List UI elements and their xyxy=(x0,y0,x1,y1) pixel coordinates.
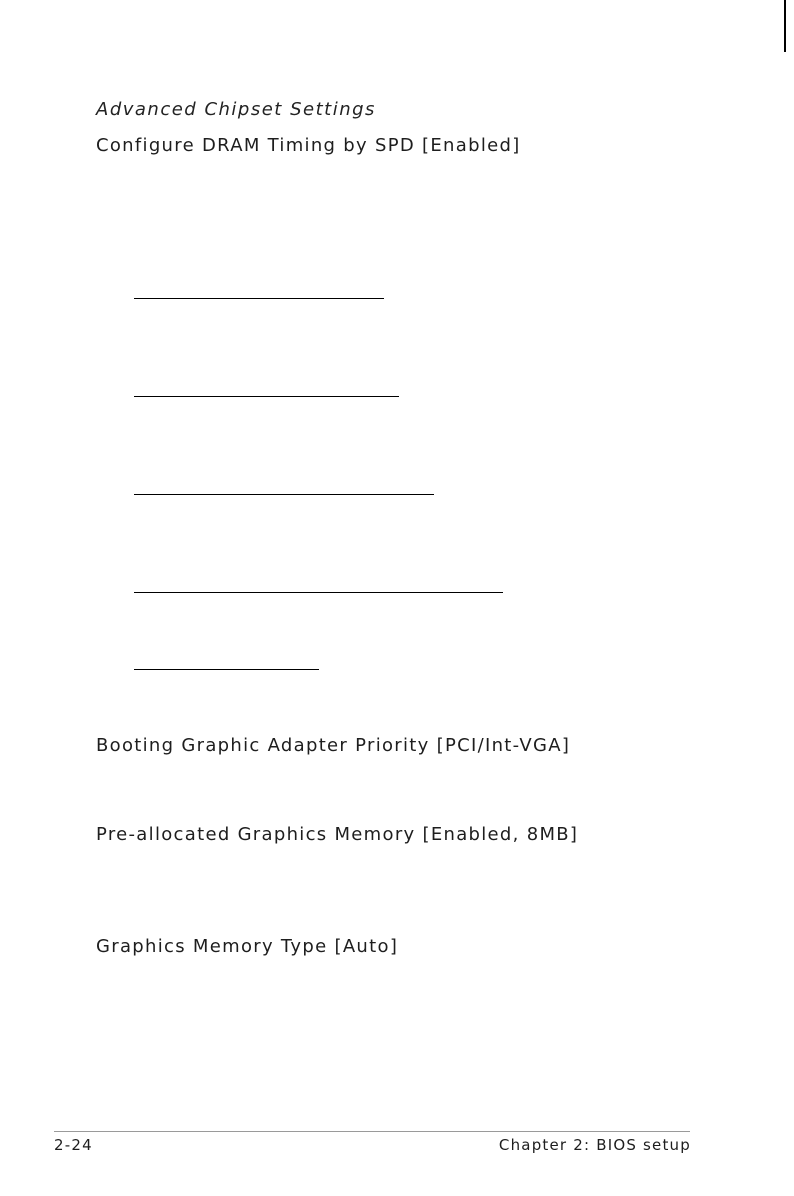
graphic-adapter-priority-heading: Booting Graphic Adapter Priority [PCI/Int-VGA] xyxy=(96,735,571,756)
dram-timing-spd-heading: Configure DRAM Timing by SPD [Enabled] xyxy=(96,135,521,156)
chapter-title: Chapter 2: BIOS setup xyxy=(498,1136,691,1154)
sub-item-underline-2 xyxy=(134,396,399,397)
section-title: Advanced Chipset Settings xyxy=(96,99,376,120)
graphics-memory-type-heading: Graphics Memory Type [Auto] xyxy=(96,936,399,957)
page-number: 2-24 xyxy=(54,1136,93,1154)
footer-divider xyxy=(54,1131,690,1132)
sub-item-underline-4 xyxy=(134,592,503,593)
graphics-memory-heading: Pre-allocated Graphics Memory [Enabled, 8MB] xyxy=(96,824,579,845)
sub-item-underline-1 xyxy=(134,298,384,299)
page-edge-marker xyxy=(784,0,786,52)
sub-item-underline-3 xyxy=(134,494,434,495)
sub-item-underline-5 xyxy=(134,669,319,670)
